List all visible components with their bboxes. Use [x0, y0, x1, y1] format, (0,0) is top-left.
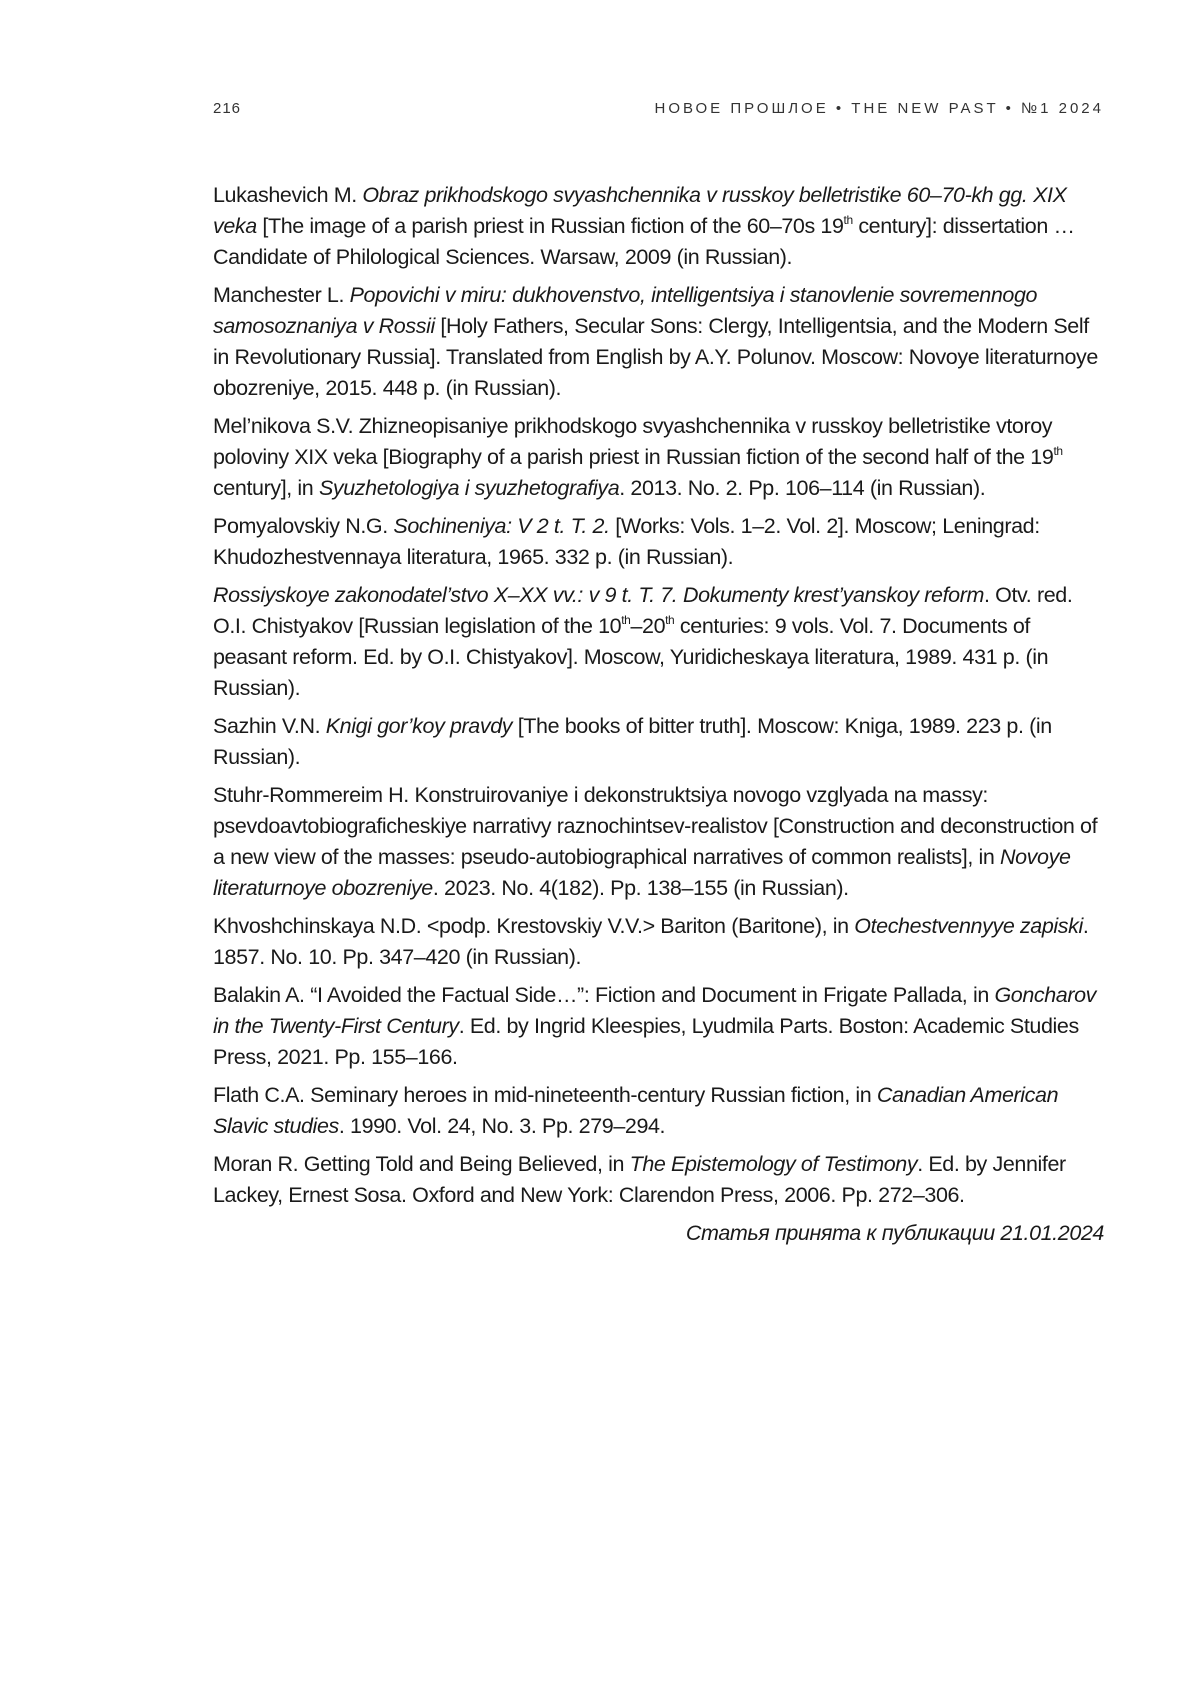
reference-text: . 2013. No. 2. Pp. 106–114 (in Russian). — [619, 476, 986, 500]
page-number: 216 — [213, 100, 242, 117]
reference-text: [Holy Fathers, Secular Sons: Clergy, Intelligentsia, and the Modern Self in Revolutionary Russia]. Translated from English by A.Y. Polunov. Moscow: Novoye literaturnoye obozreniye, 2015. 448 p. (in Russian). — [213, 314, 1098, 400]
reference-text: Mel’nikova S.V. Zhizneopisaniye prikhodskogo svyashchennika v russkoy belletristike vtoroy poloviny XIX veka [Biography of a parish priest in Russian fiction of the second half of the 19 — [213, 414, 1054, 469]
reference-text: . 1990. Vol. 24, No. 3. Pp. 279–294. — [338, 1114, 666, 1138]
reference-text: Stuhr-Rommereim H. Konstruirovaniye i dekonstruktsiya novogo vzglyada na massy: psevdoavtobiograficheskiye narrativy raznochintsev-realistov [Construction and deconstruction of a new view of the masses: pseudo-autobiographical narratives of common realists], in — [213, 783, 1098, 869]
reference-text: . Ed. by Jennifer Lackey, Ernest Sosa. Oxford and New York: Clarendon Press, 2006. Pp. 272–306. — [213, 1152, 1066, 1207]
reference-author: Sazhin V.N. — [213, 714, 326, 738]
reference-title: Obraz prikhodskogo svyashchennika v russkoy belletristike 60–70-kh gg. XIX veka — [213, 183, 1067, 238]
superscript: th — [843, 213, 853, 227]
reference-text: Khvoshchinskaya N.D. <podp. Krestovskiy V.V.> Bariton (Baritone), in — [213, 914, 855, 938]
reference-text: . 2023. No. 4(182). Pp. 138–155 (in Russian). — [432, 876, 849, 900]
reference-item — [213, 511, 1104, 573]
reference-journal: Syuzhetologiya i syuzhetografiya — [318, 476, 620, 500]
running-title: НОВОЕ ПРОШЛОЕ • THE NEW PAST • №1 2024 — [654, 100, 1104, 117]
superscript: th — [621, 613, 631, 627]
reference-author: Lukashevich M. — [213, 183, 363, 207]
reference-text: [The books of bitter truth]. Moscow: Kniga, 1989. 223 p. (in Russian). — [213, 714, 1052, 769]
reference-journal: Canadian American Slavic studies — [213, 1083, 1059, 1138]
reference-author: Pomyalovskiy N.G. — [213, 514, 394, 538]
superscript: th — [1053, 444, 1063, 458]
reference-text: . Otv. red. O.I. Chistyakov [Russian legislation of the 10 — [213, 583, 1073, 638]
acceptance-note: Статья принята к публикации 21.01.2024 — [685, 1221, 1104, 1245]
reference-text: [The image of a parish priest in Russian fiction of the 60–70s 19 — [256, 214, 844, 238]
reference-item — [213, 580, 1104, 704]
reference-text: Flath C.A. Seminary heroes in mid-nineteenth-century Russian fiction, in — [213, 1083, 877, 1107]
reference-item — [213, 980, 1104, 1073]
page-header — [213, 100, 1104, 126]
reference-text: . Ed. by Ingrid Kleespies, Lyudmila Parts. Boston: Academic Studies Press, 2021. Pp. 155–166. — [213, 1014, 1079, 1069]
reference-item — [213, 1149, 1104, 1211]
reference-journal: The Epistemology of Testimony — [629, 1152, 918, 1176]
reference-item — [213, 180, 1104, 273]
reference-author: Manchester L. — [213, 283, 350, 307]
reference-text: century], in — [213, 476, 319, 500]
reference-text: [Works: Vols. 1–2. Vol. 2]. Moscow; Leningrad: Khudozhestvennaya literatura, 1965. 332 p. (in Russian). — [213, 514, 1040, 569]
reference-item — [213, 411, 1104, 504]
reference-title: Rossiyskoye zakonodatel’stvo X–XX vv.: v 9 t. T. 7. Dokumenty krest’yanskoy reform — [213, 583, 984, 607]
reference-item — [213, 280, 1104, 404]
reference-text: centuries: 9 vols. Vol. 7. Documents of peasant reform. Ed. by O.I. Chistyakov]. Moscow, Yuridicheskaya literatura, 1989. 431 p. (in Russian). — [213, 614, 1049, 700]
reference-text: –20 — [630, 614, 666, 638]
reference-list — [213, 180, 1104, 1249]
reference-journal: Goncharov in the Twenty-First Century — [213, 983, 1097, 1038]
reference-title: Sochineniya: V 2 t. T. 2. — [393, 514, 610, 538]
reference-item — [213, 780, 1104, 904]
reference-journal: Novoye literaturnoye obozreniye — [213, 845, 1071, 900]
reference-item — [213, 1080, 1104, 1142]
reference-text: Moran R. Getting Told and Being Believed, in — [213, 1152, 630, 1176]
reference-text: century]: dissertation … Candidate of Philological Sciences. Warsaw, 2009 (in Russian). — [213, 214, 1075, 269]
reference-item — [213, 911, 1104, 973]
reference-text: Balakin A. “I Avoided the Factual Side…”: Fiction and Document in Frigate Pallada, in — [213, 983, 995, 1007]
reference-text: . 1857. No. 10. Pp. 347–420 (in Russian). — [213, 914, 1089, 969]
reference-title: Knigi gor’koy pravdy — [325, 714, 513, 738]
reference-journal: Otechestvennyye zapiski — [854, 914, 1083, 938]
superscript: th — [665, 613, 675, 627]
reference-item — [213, 711, 1104, 773]
reference-title: Popovichi v miru: dukhovenstvo, intelligentsiya i stanovlenie sovremennogo samosoznaniya v Rossii — [213, 283, 1038, 338]
